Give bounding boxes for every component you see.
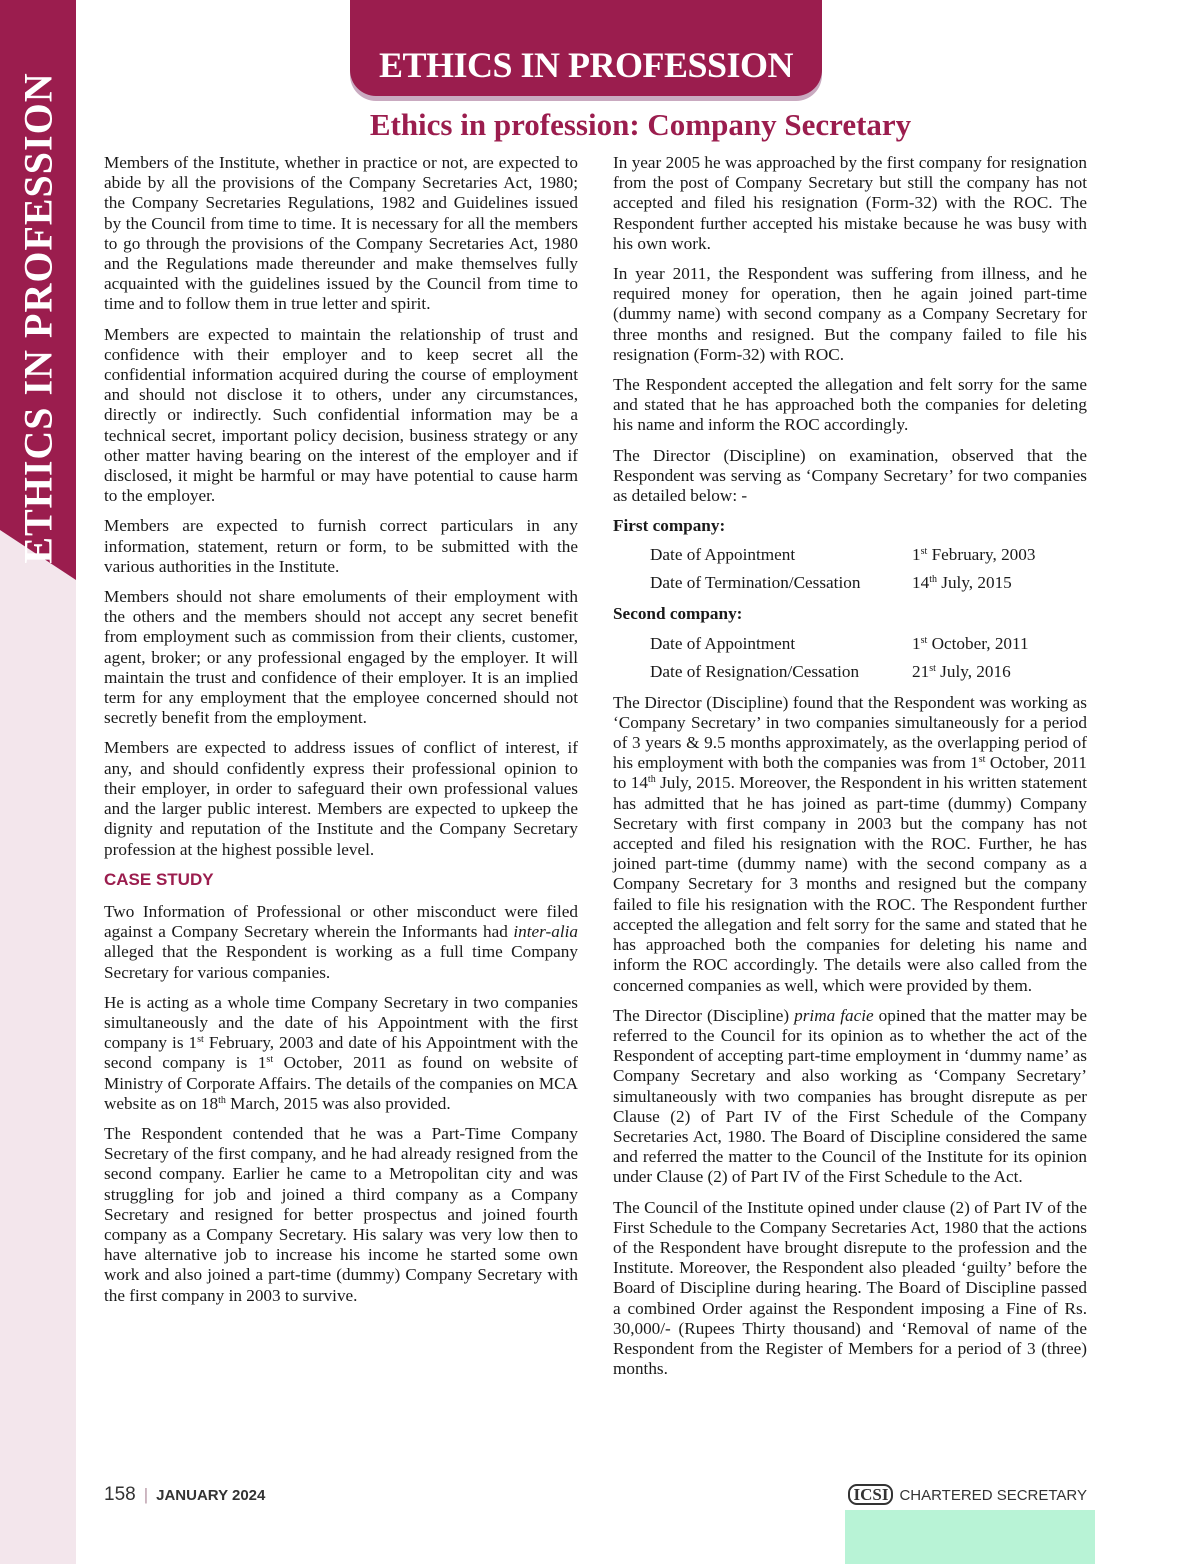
paragraph: Members should not share emoluments of their employment with the others and the members should not accept any secret benefit from employment such as commission from their clients, customer, agent, broker; or any professional engaged by the employer. It will maintain the trust and confidence of their employer. It is an implied term for any employment that the employee concerned should not secretly benefit from the employment.	[104, 587, 578, 728]
paragraph: Members of the Institute, whether in practice or not, are expected to abide by all the provisions of the Company Secretaries Act, 1980; the Company Secretaries Regulations, 1982 and Guidelines issued by the Council from time to time. It is necessary for all the members to go through the provisions of the Company Secretaries Act, 1980 and the Regulations made thereunder and make themselves fully acquainted with the guidelines issued by the Council from time to time and to follow them in true letter and spirit.	[104, 153, 578, 314]
issue-date: JANUARY 2024	[156, 1487, 266, 1504]
row-value: 1st October, 2011	[912, 633, 1029, 653]
paragraph: The Respondent accepted the allegation and felt sorry for the same and stated that he has approached both the companies for deleting his name and inform the ROC accordingly.	[613, 375, 1087, 435]
paragraph: Members are expected to address issues of conflict of interest, if any, and should confidently express their professional opinion to their employer, in order to safeguard their own professional values and the larger public interest. Members are expected to upkeep the dignity and reputation of the Institute and the Company Secretary profession at the highest possible level.	[104, 738, 578, 859]
page-number: 158	[104, 1484, 136, 1505]
footer-publication	[848, 1484, 1087, 1505]
row-label: Date of Appointment	[650, 545, 796, 565]
footer-separator: |	[143, 1485, 149, 1504]
second-company-table	[650, 631, 1029, 687]
paragraph: The Director (Discipline) prima facie opined that the matter may be referred to the Council for its opinion as to whether the act of the Respondent of accepting part-time employment in ‘dummy name’ as Company Secretary and also working as ‘Company Secretary’ simultaneously with two companies has brought disrepute as per Clause (2) of Part IV of the First Schedule of the Company Secretaries Act, 1980. The Board of Discipline considered the same and referred the matter to the Council of the Institute for its opinion under Clause (2) of Part IV of the First Schedule to the Act.	[613, 1005, 1088, 1187]
icsi-logo-icon: ICSI	[848, 1484, 893, 1505]
side-tab-label: ETHICS IN PROFESSION	[15, 72, 61, 564]
first-company-heading: First company:	[613, 516, 726, 536]
left-column	[104, 153, 578, 1316]
right-column	[613, 153, 1087, 1389]
table-row	[650, 542, 1035, 570]
article-title: Ethics in profession: Company Secretary	[369, 107, 912, 142]
row-value: 1st February, 2003	[912, 545, 1036, 565]
footer-page-info	[104, 1484, 265, 1506]
section-banner	[350, 0, 822, 96]
footer-color-block	[845, 1510, 1095, 1564]
paragraph: Members are expected to maintain the relationship of trust and confidence with their employer and to keep secret all the confidential information acquired during the course of employment and should not disclose it to others, under any circumstances, directly or indirectly. Such confidential information may be a technical secret, important policy decision, business strategy or any other matter having bearing on the interest of the employer and if disclosed, it might be harmful or may have potential to cause harm to the employer.	[104, 324, 578, 506]
publication-name: CHARTERED SECRETARY	[899, 1487, 1087, 1504]
paragraph: The Council of the Institute opined under clause (2) of Part IV of the First Schedule to the Company Secretaries Act, 1980 that the actions of the Respondent have brought disrepute to the profession and the Institute. Moreover, the Respondent also pleaded ‘guilty’ before the Board of Discipline during hearing. The Board of Discipline passed a combined Order against the Respondent imposing a Fine of Rs. 30,000/- (Rupees Thirty thousand) and ‘Removal of name of the Respondent from the Register of Members for a period of 3 (three) months.	[613, 1197, 1087, 1379]
table-row	[650, 659, 1029, 687]
paragraph: The Director (Discipline) on examination, observed that the Respondent was serving as ‘Company Secretary’ for two companies as detailed below: -	[613, 445, 1087, 506]
paragraph: In year 2005 he was approached by the first company for resignation from the post of Company Secretary but still the company has not accepted and filed his resignation (Form-32) with the ROC. The Respondent further accepted his mistake because he was busy with his own work.	[613, 153, 1087, 253]
paragraph: The Director (Discipline) found that the Respondent was working as ‘Company Secretary’ in two companies simultaneously for a period of 3 years & 9.5 months approximately, as the overlapping period of his employment with both the companies was from 1st October, 2011 to 14th July, 2015. Moreover, the Respondent in his written statement has admitted that he has joined as part-time (dummy) Company Secretary with first company in 2003 but the company has not accepted and filed his resignation with the ROC. Further, he has joined part-time (dummy name) with the second company as a Company Secretary for 3 months and resigned but the company failed to file his resignation with the ROC. The Respondent further accepted the allegation and felt sorry for the same and stated that he has approached both the companies for deleting his name and inform the ROC accordingly. The details were also called from the concerned companies as well, which were provided by them.	[613, 692, 1087, 995]
table-row	[650, 570, 1035, 598]
paragraph: Two Information of Professional or other misconduct were filed against a Company Secretary wherein the Informants had inter-alia alleged that the Respondent is working as a full time Company Secretary for various companies.	[104, 901, 578, 982]
row-label: Date of Appointment	[650, 633, 796, 653]
row-label: Date of Termination/Cessation	[650, 573, 861, 593]
paragraph: The Respondent contended that he was a Part-Time Company Secretary of the first company, and he had already resigned from the second company. Earlier he came to a Metropolitan city and was struggling for job and joined a third company as a Company Secretary and resigned for better prospectus and joined fourth company as a Company Secretary. His salary was very low then to have alternative job to increase his income he started some own work and also joined a part-time (dummy) Company Secretary with the first company in 2003 to survive.	[104, 1123, 578, 1305]
paragraph: Members are expected to furnish correct particulars in any information, statement, return or form, to be submitted with the various authorities in the Institute.	[104, 516, 578, 576]
section-banner-label: ETHICS IN PROFESSION	[378, 45, 794, 85]
row-value: 21st July, 2016	[912, 661, 1011, 681]
paragraph: He is acting as a whole time Company Secretary in two companies simultaneously and the date of his Appointment with the first company is 1st February, 2003 and date of his Appointment with the second company is 1st October, 2011 as found on website of Ministry of Corporate Affairs. The details of the companies on MCA website as on 18th March, 2015 was also provided.	[104, 992, 579, 1113]
paragraph: In year 2011, the Respondent was suffering from illness, and he required money for operation, then he again joined part-time (dummy name) with second company as a Company Secretary for three months and resigned. But the company failed to file his resignation (Form-32) with ROC.	[613, 264, 1087, 364]
second-company-heading: Second company:	[613, 604, 743, 624]
row-label: Date of Resignation/Cessation	[650, 661, 860, 681]
row-value: 14th July, 2015	[912, 573, 1012, 593]
table-row	[650, 631, 1029, 659]
case-study-heading: CASE STUDY	[104, 869, 214, 889]
first-company-table	[650, 542, 1035, 598]
